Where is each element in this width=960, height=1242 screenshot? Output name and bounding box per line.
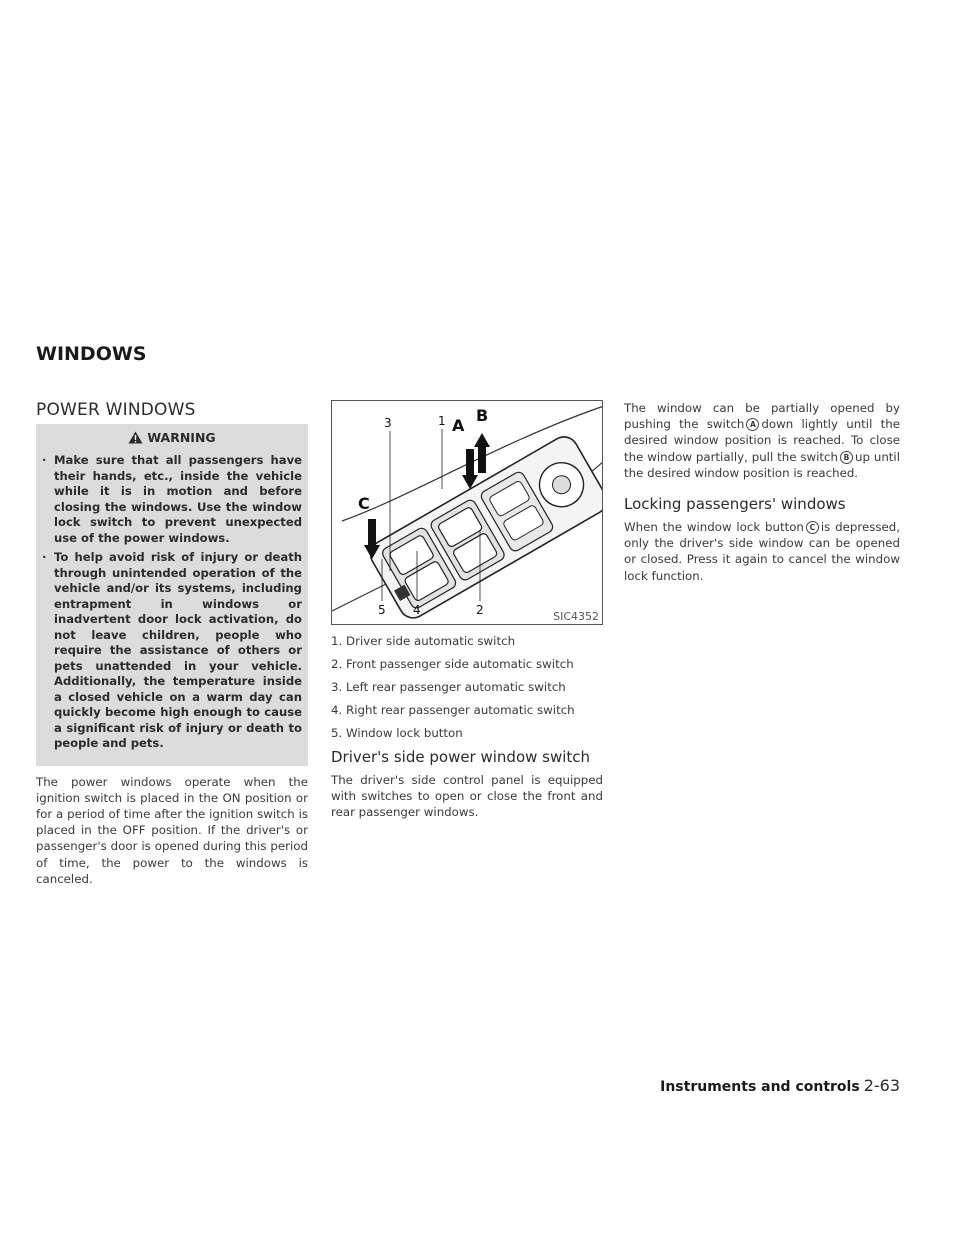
paragraph-text: The window can be partially opened by pushing the switch	[624, 401, 900, 432]
footer-section-label: Instruments and controls	[660, 1079, 860, 1095]
callout-4: 4	[413, 603, 421, 617]
locking-paragraph	[624, 519, 900, 584]
partial-open-paragraph	[624, 400, 900, 481]
warning-box	[36, 424, 308, 766]
callout-3: 3	[384, 416, 392, 430]
window-switch-illustration	[332, 401, 603, 625]
paragraph-text: down lightly until the desired window position is reached. To close the window partially, pull the switch	[624, 417, 900, 464]
arrow-label-b: B	[476, 406, 489, 425]
button-c-ref-icon: C	[806, 521, 819, 534]
arrow-label-c: C	[358, 494, 370, 513]
legend-item: 1. Driver side automatic switch	[331, 634, 516, 648]
drivers-switch-heading: Driver's side power window switch	[331, 748, 591, 766]
switch-a-ref-icon: A	[746, 418, 759, 431]
warning-header	[42, 430, 302, 445]
legend-item: 4. Right rear passenger automatic switch	[331, 703, 575, 717]
figure-legend	[331, 633, 603, 741]
bullet-icon: ·	[42, 453, 47, 467]
paragraph-text: is depressed, only the driver's side window can be opened or closed. Press it again to cancel the window lock function.	[624, 520, 900, 583]
callout-5: 5	[378, 603, 386, 617]
legend-item: 3. Left rear passenger automatic switch	[331, 680, 566, 694]
callout-1: 1	[438, 414, 446, 428]
arrow-label-a: A	[452, 416, 465, 435]
warning-item-text: To help avoid risk of injury or death through unintended operation of the vehicle and/or its systems, including entrapment in windows or inadvertent door lock activation, do not leave children, people who require the assistance of others or pets unattended in your vehicle. Additionally, the temperature inside a closed vehicle on a warm day can quickly become high enough to cause a significant risk of injury or death to people and pets.	[54, 550, 302, 750]
warning-triangle-icon	[128, 431, 143, 444]
switch-b-ref-icon: B	[840, 451, 853, 464]
intro-paragraph: The power windows operate when the ignition switch is placed in the ON position or for a period of time after the ignition switch is placed in the OFF position. If the driver's or passenger's door is opened during this period of time, the power to the windows is canceled.	[36, 774, 308, 886]
page-footer	[660, 1076, 900, 1095]
drivers-switch-paragraph: The driver's side control panel is equipped with switches to open or close the front and rear passenger windows.	[331, 773, 603, 820]
window-switch-figure	[331, 400, 603, 625]
paragraph-text: up until the desired window position is reached.	[624, 449, 900, 480]
column-middle	[331, 400, 603, 821]
paragraph-text: When the window lock button	[624, 520, 804, 535]
locking-heading: Locking passengers' windows	[624, 495, 846, 514]
main-heading: POWER WINDOWS	[36, 400, 196, 420]
legend-item: 2. Front passenger side automatic switch	[331, 657, 574, 671]
figure-id: SIC4352	[553, 610, 599, 623]
section-title: WINDOWS	[36, 343, 147, 365]
warning-item-text: Make sure that all passengers have their hands, etc., inside the vehicle while it is in motion and before closing the windows. Use the window lock switch to prevent unexpected use of the power windows.	[54, 453, 302, 545]
warning-item	[42, 453, 302, 546]
warning-item	[42, 550, 302, 752]
column-left	[36, 400, 308, 887]
column-right	[624, 400, 900, 584]
callout-2: 2	[476, 603, 484, 617]
warning-title: WARNING	[147, 430, 216, 445]
page-number: 2-63	[863, 1076, 900, 1095]
bullet-icon: ·	[42, 550, 47, 564]
legend-item: 5. Window lock button	[331, 726, 463, 740]
